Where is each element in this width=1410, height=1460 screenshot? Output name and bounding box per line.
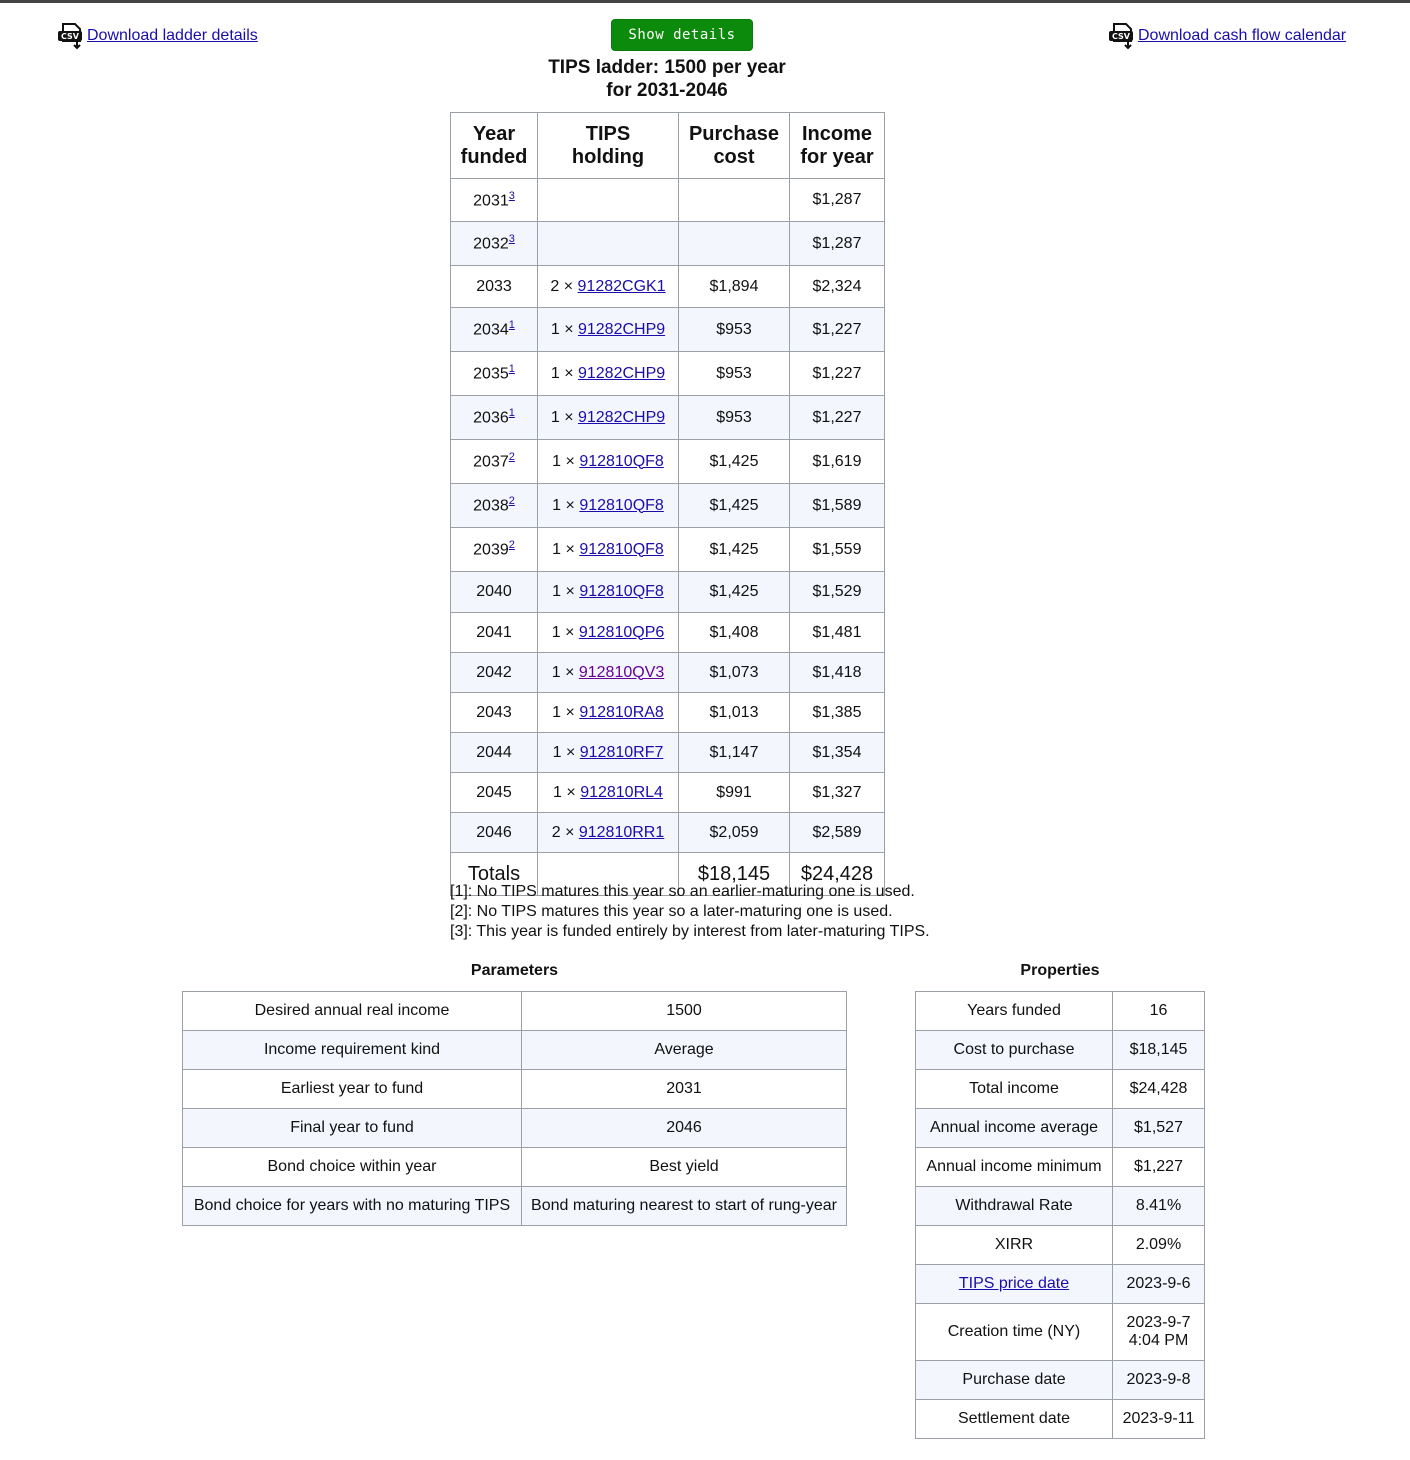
properties-title: Properties: [1020, 962, 1100, 979]
ladder-row: [451, 653, 885, 693]
quantity: 1 ×: [552, 743, 576, 761]
footnote-2: [2]: No TIPS matures this year so a later-maturing one is used.: [450, 903, 893, 920]
tips-holding-cell: [538, 222, 679, 266]
footnote-ref-link[interactable]: 3: [508, 233, 515, 246]
cusip-link[interactable]: 912810QV3: [578, 663, 665, 681]
year-value: 2043: [476, 703, 512, 721]
parameter-row: [183, 1187, 847, 1226]
purchase-cost-cell: $1,425: [679, 484, 790, 528]
parameter-value: Bond maturing nearest to start of rung-year: [522, 1187, 847, 1226]
parameter-row: [183, 1031, 847, 1070]
footnote-ref-link[interactable]: 1: [508, 407, 515, 420]
year-cell: [451, 813, 538, 853]
year-value: 2035: [473, 365, 509, 383]
income-cell: $1,589: [790, 484, 885, 528]
ladder-row: [451, 222, 885, 266]
property-row: [916, 1148, 1205, 1187]
purchase-cost-cell: $1,425: [679, 572, 790, 613]
year-value: 2032: [473, 235, 509, 253]
cusip-link[interactable]: 91282CHP9: [577, 408, 666, 426]
year-value: 2041: [476, 623, 512, 641]
income-cell: $1,287: [790, 222, 885, 266]
col-tips-holding: TIPS holding: [538, 113, 679, 179]
ladder-title-line2: for 2031-2046: [606, 80, 728, 101]
purchase-cost-cell: $1,147: [679, 733, 790, 773]
ladder-row: [451, 179, 885, 222]
property-label: Total income: [916, 1070, 1113, 1109]
parameter-row: [183, 1109, 847, 1148]
year-value: 2031: [473, 192, 509, 210]
tips-holding-cell: [538, 396, 679, 440]
parameter-value: Best yield: [522, 1148, 847, 1187]
tips-price-date-link[interactable]: TIPS price date: [958, 1275, 1070, 1292]
parameter-value: 2031: [522, 1070, 847, 1109]
year-cell: [451, 572, 538, 613]
quantity: 1 ×: [551, 663, 575, 681]
property-row: [916, 1109, 1205, 1148]
tips-holding-cell: [538, 693, 679, 733]
parameter-label: Earliest year to fund: [183, 1070, 522, 1109]
income-cell: $1,418: [790, 653, 885, 693]
income-cell: $1,619: [790, 440, 885, 484]
year-cell: [451, 352, 538, 396]
parameter-label: Bond choice for years with no maturing TIPS: [183, 1187, 522, 1226]
property-value: $1,527: [1113, 1109, 1205, 1148]
ladder-row: [451, 693, 885, 733]
purchase-cost-cell: $953: [679, 352, 790, 396]
property-row: [916, 1031, 1205, 1070]
quantity: 1 ×: [552, 583, 575, 600]
income-cell: $2,324: [790, 266, 885, 308]
tips-holding-cell: [538, 773, 679, 813]
totals-income: $24,428: [790, 853, 885, 896]
property-row: [916, 1400, 1205, 1439]
year-cell: [451, 613, 538, 653]
properties-table: [915, 991, 1205, 1439]
purchase-cost-cell: $953: [679, 308, 790, 352]
ladder-footnotes: [450, 882, 930, 942]
quantity: 1 ×: [552, 540, 575, 558]
purchase-cost-cell: $1,408: [679, 613, 790, 653]
property-value: [1113, 1304, 1205, 1361]
ladder-row: [451, 308, 885, 352]
purchase-cost-cell: $953: [679, 396, 790, 440]
col-income-for-year: Income for year: [790, 113, 885, 179]
footnote-ref-link[interactable]: 3: [508, 189, 515, 202]
ladder-row: [451, 440, 885, 484]
ladder-row: [451, 528, 885, 572]
year-value: 2046: [476, 823, 512, 841]
parameters-table: [182, 991, 847, 1226]
property-value: $24,428: [1113, 1070, 1205, 1109]
property-row: [916, 1070, 1205, 1109]
creation-date: 2023-9-7: [1126, 1314, 1191, 1331]
quantity: 2 ×: [551, 823, 575, 841]
cusip-link[interactable]: 912810QP6: [578, 623, 665, 641]
footnote-ref-link[interactable]: 1: [508, 319, 515, 332]
year-cell: [451, 733, 538, 773]
footnote-ref-link[interactable]: 2: [508, 451, 515, 464]
year-value: 2036: [473, 409, 509, 427]
csv-download-icon: [57, 22, 85, 50]
creation-time: 4:04 PM: [1128, 1332, 1189, 1349]
ladder-row: [451, 352, 885, 396]
year-cell: [451, 528, 538, 572]
year-cell: [451, 653, 538, 693]
totals-label: Totals: [451, 853, 538, 896]
parameter-value: Average: [522, 1031, 847, 1070]
property-label: Annual income minimum: [916, 1148, 1113, 1187]
year-value: 2034: [473, 321, 509, 339]
property-row: [916, 992, 1205, 1031]
tips-holding-cell: [538, 179, 679, 222]
purchase-cost-cell: $1,425: [679, 528, 790, 572]
parameter-label: Desired annual real income: [183, 992, 522, 1031]
quantity: 1 ×: [550, 320, 574, 338]
col-year-funded: Year funded: [451, 113, 538, 179]
purchase-cost-cell: [679, 179, 790, 222]
property-value: $1,227: [1113, 1148, 1205, 1187]
quantity: 1 ×: [552, 496, 575, 514]
tips-holding-cell: [538, 352, 679, 396]
property-label: Purchase date: [916, 1361, 1113, 1400]
tips-holding-cell: [538, 733, 679, 773]
purchase-cost-cell: $1,013: [679, 693, 790, 733]
cusip-link[interactable]: 912810RL4: [580, 783, 663, 801]
year-value: 2039: [473, 541, 509, 559]
cusip-link[interactable]: 912810QF8: [579, 496, 664, 514]
parameter-row: [183, 1148, 847, 1187]
col-purchase-cost: Purchase cost: [679, 113, 790, 179]
property-value: 2023-9-8: [1113, 1361, 1205, 1400]
income-cell: $1,529: [790, 572, 885, 613]
cusip-link[interactable]: 912810QF8: [579, 583, 664, 600]
purchase-cost-cell: $2,059: [679, 813, 790, 853]
tips-holding-cell: [538, 653, 679, 693]
quantity: 1 ×: [553, 783, 576, 801]
property-row: [916, 1265, 1205, 1304]
cusip-link[interactable]: 912810RA8: [579, 703, 664, 721]
income-cell: $1,287: [790, 179, 885, 222]
tips-holding-cell: [538, 613, 679, 653]
year-cell: [451, 484, 538, 528]
year-value: 2042: [476, 663, 512, 681]
footnote-ref-link[interactable]: 1: [508, 363, 515, 376]
purchase-cost-cell: $1,425: [679, 440, 790, 484]
parameter-label: Income requirement kind: [183, 1031, 522, 1070]
property-label: Withdrawal Rate: [916, 1187, 1113, 1226]
property-value: $18,145: [1113, 1031, 1205, 1070]
income-cell: $1,227: [790, 396, 885, 440]
tips-holding-cell: [538, 572, 679, 613]
download-calendar-link-group[interactable]: [1108, 22, 1346, 50]
parameters-title: Parameters: [470, 962, 559, 979]
footnote-ref-link[interactable]: 2: [508, 539, 515, 552]
download-ladder-link-group[interactable]: [57, 22, 258, 50]
ladder-row: [451, 266, 885, 308]
property-label: Years funded: [916, 992, 1113, 1031]
svg-text:CSV: CSV: [1112, 32, 1130, 41]
property-value: 2023-9-6: [1113, 1265, 1205, 1304]
cusip-link[interactable]: 91282CHP9: [577, 320, 666, 338]
year-cell: [451, 266, 538, 308]
year-value: 2040: [476, 583, 512, 600]
income-cell: $1,227: [790, 308, 885, 352]
quantity: 1 ×: [551, 623, 575, 641]
footnote-3: [3]: This year is funded entirely by interest from later-maturing TIPS.: [450, 923, 930, 940]
income-cell: $2,589: [790, 813, 885, 853]
quantity: 2 ×: [550, 277, 574, 295]
footnote-1: [1]: No TIPS matures this year so an earlier-maturing one is used.: [450, 883, 915, 900]
property-value: 2023-9-11: [1113, 1400, 1205, 1439]
cusip-link[interactable]: 912810RF7: [579, 743, 664, 761]
year-cell: [451, 308, 538, 352]
year-value: 2044: [476, 743, 512, 761]
top-border: [0, 0, 1410, 3]
property-row: [916, 1226, 1205, 1265]
cusip-link[interactable]: 91282CHP9: [577, 364, 666, 382]
property-value: 8.41%: [1113, 1187, 1205, 1226]
year-value: 2033: [476, 277, 512, 295]
property-label: Cost to purchase: [916, 1031, 1113, 1070]
quantity: 1 ×: [550, 364, 574, 382]
income-cell: $1,354: [790, 733, 885, 773]
ladder-row: [451, 484, 885, 528]
tips-holding-cell: [538, 266, 679, 308]
ladder-table: [450, 112, 885, 896]
tips-holding-cell: [538, 528, 679, 572]
tips-holding-cell: [538, 440, 679, 484]
ladder-title: [467, 56, 867, 102]
cusip-link[interactable]: 912810QF8: [579, 452, 664, 470]
parameter-row: [183, 1070, 847, 1109]
ladder-row: [451, 773, 885, 813]
footnote-ref-link[interactable]: 2: [508, 495, 515, 508]
download-ladder-link[interactable]: Download ladder details: [87, 27, 258, 44]
property-label: [916, 1265, 1113, 1304]
property-label: Creation time (NY): [916, 1304, 1113, 1361]
purchase-cost-cell: $991: [679, 773, 790, 813]
year-cell: [451, 396, 538, 440]
download-calendar-link[interactable]: Download cash flow calendar: [1138, 27, 1347, 44]
parameter-label: Bond choice within year: [183, 1148, 522, 1187]
purchase-cost-cell: [679, 222, 790, 266]
ladder-title-line1: TIPS ladder: 1500 per year: [548, 57, 786, 78]
income-cell: $1,481: [790, 613, 885, 653]
property-value: 16: [1113, 992, 1205, 1031]
ladder-row: [451, 572, 885, 613]
year-cell: [451, 693, 538, 733]
show-details-button[interactable]: Show details: [611, 19, 753, 51]
property-label: Annual income average: [916, 1109, 1113, 1148]
tips-holding-cell: [538, 308, 679, 352]
parameter-value: 1500: [522, 992, 847, 1031]
year-cell: [451, 773, 538, 813]
income-cell: $1,559: [790, 528, 885, 572]
year-value: 2045: [476, 783, 512, 801]
property-row: [916, 1187, 1205, 1226]
svg-text:CSV: CSV: [61, 32, 79, 41]
quantity: 1 ×: [552, 452, 575, 470]
csv-download-icon: [1108, 22, 1136, 50]
quantity: 1 ×: [550, 408, 574, 426]
property-row: [916, 1304, 1205, 1361]
property-row: [916, 1361, 1205, 1400]
ladder-row: [451, 396, 885, 440]
purchase-cost-cell: $1,073: [679, 653, 790, 693]
property-value: 2.09%: [1113, 1226, 1205, 1265]
tips-holding-cell: [538, 484, 679, 528]
tips-holding-cell: [538, 813, 679, 853]
ladder-row: [451, 813, 885, 853]
cusip-link[interactable]: 912810RR1: [578, 823, 665, 841]
ladder-header-row: [451, 113, 885, 179]
cusip-link[interactable]: 91282CGK1: [577, 277, 666, 295]
year-cell: [451, 222, 538, 266]
year-value: 2037: [473, 453, 509, 471]
income-cell: $1,327: [790, 773, 885, 813]
quantity: 1 ×: [552, 703, 575, 721]
income-cell: $1,227: [790, 352, 885, 396]
property-label: Settlement date: [916, 1400, 1113, 1439]
ladder-row: [451, 613, 885, 653]
year-value: 2038: [473, 497, 509, 515]
property-label: XIRR: [916, 1226, 1113, 1265]
year-cell: [451, 440, 538, 484]
income-cell: $1,385: [790, 693, 885, 733]
ladder-row: [451, 733, 885, 773]
parameter-value: 2046: [522, 1109, 847, 1148]
parameter-row: [183, 992, 847, 1031]
totals-cost: $18,145: [679, 853, 790, 896]
cusip-link[interactable]: 912810QF8: [579, 540, 664, 558]
purchase-cost-cell: $1,894: [679, 266, 790, 308]
parameter-label: Final year to fund: [183, 1109, 522, 1148]
year-cell: [451, 179, 538, 222]
